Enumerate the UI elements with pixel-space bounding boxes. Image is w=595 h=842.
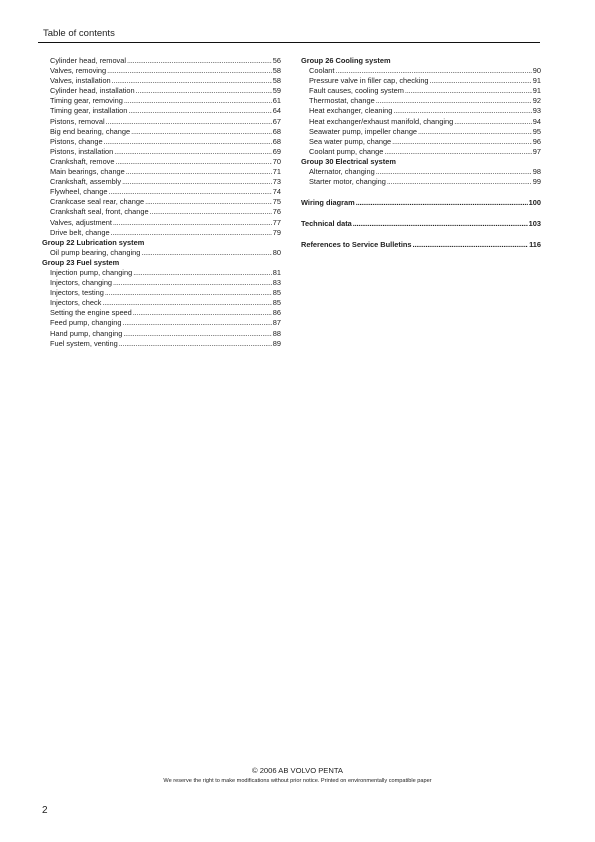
- toc-entry-title: Starter motor, changing: [309, 177, 386, 187]
- group-23-heading: Group 23 Fuel system: [42, 257, 120, 267]
- toc-entry-page: 116: [529, 240, 541, 250]
- toc-leader-dots: [384, 147, 531, 157]
- toc-entry[interactable]: [301, 106, 541, 116]
- toc-entry[interactable]: [42, 96, 281, 106]
- toc-leader-dots: [430, 76, 532, 86]
- toc-entry[interactable]: [42, 218, 281, 228]
- toc-leader-dots: [133, 308, 272, 318]
- toc-leader-dots: [393, 106, 531, 116]
- toc-entry[interactable]: [301, 117, 541, 127]
- toc-left-column: [42, 56, 281, 349]
- toc-entry[interactable]: [301, 96, 541, 106]
- toc-entry-page: 68: [272, 126, 281, 136]
- toc-entry-page: 81: [272, 267, 281, 277]
- toc-leader-dots: [413, 240, 529, 250]
- toc-entry[interactable]: [42, 318, 281, 328]
- toc-entry[interactable]: [42, 197, 281, 207]
- group-26-heading: Group 26 Cooling system: [301, 56, 391, 65]
- toc-entry-title: Alternator, changing: [309, 167, 375, 177]
- toc-entry[interactable]: [42, 157, 281, 167]
- toc-leader-dots: [353, 219, 528, 229]
- toc-entry-title: Valves, installation: [50, 76, 111, 86]
- toc-entry-page: 56: [272, 56, 281, 65]
- toc-leader-dots: [112, 76, 272, 86]
- toc-entry-title: Drive belt, change: [50, 227, 110, 237]
- toc-entry-title: Timing gear, removing: [50, 96, 123, 106]
- toc-entry-title: Valves, removing: [50, 66, 107, 76]
- toc-entry-page: 80: [272, 247, 281, 257]
- toc-extra-sections-list: [301, 198, 541, 250]
- toc-entry-title: Coolant: [309, 66, 335, 76]
- toc-entry[interactable]: [301, 167, 541, 177]
- toc-entry-page: 67: [272, 116, 281, 126]
- toc-leader-dots: [116, 157, 272, 167]
- toc-entry-page: 75: [272, 197, 281, 207]
- toc-entry-title: Fuel system, venting: [50, 338, 118, 348]
- toc-entry-page: 98: [532, 167, 541, 177]
- toc-leader-dots: [124, 96, 272, 106]
- toc-entry-page: 96: [532, 136, 541, 146]
- toc-leader-dots: [106, 117, 272, 127]
- toc-entry-title: Injection pump, changing: [50, 267, 133, 277]
- toc-entry-title: Heat exchanger/exhaust manifold, changing: [309, 116, 454, 126]
- toc-entry[interactable]: [42, 147, 281, 157]
- toc-entry-page: 64: [272, 106, 281, 116]
- toc-leader-dots: [387, 177, 532, 187]
- toc-leader-dots: [107, 66, 272, 76]
- toc-leader-dots: [133, 268, 272, 278]
- toc-leader-dots: [376, 167, 532, 177]
- toc-entry-page: 58: [272, 66, 281, 76]
- toc-group-22-list: [42, 248, 281, 258]
- header-rule: [38, 42, 540, 43]
- toc-entry-title: Main bearings, change: [50, 167, 125, 177]
- toc-entry[interactable]: [42, 66, 281, 76]
- toc-entry-title: Flywheel, change: [50, 187, 108, 197]
- toc-entry[interactable]: [42, 76, 281, 86]
- toc-entry-page: 88: [272, 328, 281, 338]
- toc-entry-page: 103: [528, 219, 541, 229]
- toc-leader-dots: [113, 278, 272, 288]
- toc-entry[interactable]: [42, 177, 281, 187]
- toc-entry-page: 85: [272, 288, 281, 298]
- toc-entry[interactable]: [42, 268, 281, 278]
- page-header-title: Table of contents: [43, 28, 115, 39]
- toc-entry[interactable]: [42, 167, 281, 177]
- toc-entry-title: Setting the engine speed: [50, 308, 132, 318]
- toc-leader-dots: [392, 137, 532, 147]
- toc-entry-page: 94: [532, 116, 541, 126]
- toc-right-column: [301, 56, 541, 251]
- toc-leader-dots: [418, 127, 532, 137]
- toc-entry[interactable]: [301, 137, 541, 147]
- toc-entry-title: Oil pump bearing, changing: [50, 247, 141, 257]
- toc-entry-page: 99: [532, 177, 541, 187]
- toc-leader-dots: [113, 218, 272, 228]
- toc-entry[interactable]: [42, 278, 281, 288]
- toc-entry-page: 87: [272, 318, 281, 328]
- toc-leader-dots: [114, 147, 272, 157]
- toc-leader-dots: [128, 106, 271, 116]
- toc-leader-dots: [136, 86, 272, 96]
- toc-entry-page: 85: [272, 298, 281, 308]
- toc-leader-dots: [145, 197, 272, 207]
- toc-entry[interactable]: [301, 86, 541, 96]
- toc-entry[interactable]: [42, 137, 281, 147]
- toc-entry-title: Valves, adjustment: [50, 217, 112, 227]
- toc-leader-dots: [122, 177, 272, 187]
- toc-entry-page: 89: [272, 338, 281, 348]
- toc-entry-title: Injectors, changing: [50, 278, 113, 288]
- toc-leader-dots: [335, 66, 531, 76]
- toc-entry[interactable]: [42, 207, 281, 217]
- toc-group-23-list: [42, 268, 281, 349]
- toc-entry-title: Feed pump, changing: [50, 318, 122, 328]
- toc-leader-dots: [405, 86, 532, 96]
- toc-entry-title: Big end bearing, change: [50, 126, 131, 136]
- toc-entry[interactable]: [42, 106, 281, 116]
- toc-entry[interactable]: [301, 177, 541, 187]
- toc-leader-dots: [123, 318, 272, 328]
- toc-leader-dots: [141, 248, 271, 258]
- toc-entry-title: Pressure valve in filler cap, checking: [309, 76, 429, 86]
- toc-entry-page: 58: [272, 76, 281, 86]
- toc-entry-page: 70: [272, 156, 281, 166]
- toc-leader-dots: [119, 339, 272, 349]
- toc-entry-title: Crankshaft, assembly: [50, 177, 122, 187]
- toc-entry-page: 93: [532, 106, 541, 116]
- toc-entry-page: 95: [532, 126, 541, 136]
- toc-entry-page: 91: [532, 86, 541, 96]
- toc-entry-title: Cylinder head, installation: [50, 86, 135, 96]
- toc-entry-title: Cylinder head, removal: [50, 56, 126, 65]
- toc-entry[interactable]: [301, 240, 541, 250]
- toc-entry[interactable]: [42, 86, 281, 96]
- toc-leader-dots: [126, 167, 272, 177]
- toc-entry-title: Technical data: [301, 219, 352, 229]
- footer-copyright: © 2006 AB VOLVO PENTA: [252, 766, 343, 775]
- toc-leader-dots: [150, 207, 272, 217]
- toc-entry-page: 68: [272, 136, 281, 146]
- toc-leader-dots: [104, 137, 272, 147]
- toc-entry-title: Pistons, installation: [50, 146, 114, 156]
- toc-entry-title: Fault causes, cooling system: [309, 86, 404, 96]
- toc-entry[interactable]: [301, 76, 541, 86]
- toc-leader-dots: [105, 288, 272, 298]
- toc-leader-dots: [102, 298, 271, 308]
- toc-entry-page: 76: [272, 207, 281, 217]
- toc-entry-title: Crankshaft, remove: [50, 156, 115, 166]
- toc-entry-title: Coolant pump, change: [309, 146, 384, 156]
- toc-entry-title: Injectors, check: [50, 298, 102, 308]
- group-22-heading: Group 22 Lubrication system: [42, 237, 145, 247]
- toc-entry-page: 97: [532, 146, 541, 156]
- toc-entry-title: Timing gear, installation: [50, 106, 128, 116]
- toc-entry[interactable]: [42, 187, 281, 197]
- toc-entry[interactable]: [42, 117, 281, 127]
- toc-entry-page: 79: [272, 227, 281, 237]
- toc-entry-title: Sea water pump, change: [309, 136, 392, 146]
- toc-entry[interactable]: [42, 298, 281, 308]
- toc-entry-title: Injectors, testing: [50, 288, 104, 298]
- toc-leader-dots: [127, 56, 272, 66]
- toc-entry[interactable]: [42, 127, 281, 137]
- toc-entry-title: Crankcase seal rear, change: [50, 197, 145, 207]
- toc-entry-page: 73: [272, 177, 281, 187]
- toc-leader-dots: [356, 198, 528, 208]
- toc-entry-title: Wiring diagram: [301, 198, 355, 208]
- toc-entry[interactable]: [42, 308, 281, 318]
- toc-leader-dots: [454, 117, 532, 127]
- toc-group-engine-list: [42, 56, 281, 238]
- toc-entry[interactable]: [301, 198, 541, 208]
- toc-group-30-list: [301, 167, 541, 187]
- toc-entry-title: Hand pump, changing: [50, 328, 123, 338]
- toc-entry[interactable]: [42, 329, 281, 339]
- toc-entry-page: 71: [272, 167, 281, 177]
- toc-entry[interactable]: [301, 219, 541, 229]
- toc-entry-page: 61: [272, 96, 281, 106]
- toc-leader-dots: [111, 228, 272, 238]
- toc-entry[interactable]: [42, 56, 281, 66]
- toc-entry-page: 69: [272, 146, 281, 156]
- toc-entry[interactable]: [301, 66, 541, 76]
- footer-notice: We reserve the right to make modifications without prior notice. Printed on environmentally compatible paper: [163, 778, 432, 784]
- toc-entry[interactable]: [42, 248, 281, 258]
- toc-entry-page: 90: [532, 66, 541, 76]
- toc-leader-dots: [109, 187, 272, 197]
- toc-leader-dots: [376, 96, 532, 106]
- toc-leader-dots: [131, 127, 272, 137]
- toc-entry-page: 74: [272, 187, 281, 197]
- toc-entry[interactable]: [42, 288, 281, 298]
- toc-entry-page: 86: [272, 308, 281, 318]
- toc-entry-title: Heat exchanger, cleaning: [309, 106, 393, 116]
- toc-entry[interactable]: [301, 127, 541, 137]
- toc-entry-title: References to Service Bulletins: [301, 240, 412, 250]
- toc-entry[interactable]: [301, 147, 541, 157]
- toc-entry-page: 77: [272, 217, 281, 227]
- toc-entry-page: 59: [272, 86, 281, 96]
- toc-entry-title: Thermostat, change: [309, 96, 375, 106]
- toc-entry-title: Pistons, change: [50, 136, 103, 146]
- toc-entry[interactable]: [42, 339, 281, 349]
- toc-entry[interactable]: [42, 228, 281, 238]
- toc-group-26-list: [301, 66, 541, 157]
- toc-entry-title: Pistons, removal: [50, 116, 105, 126]
- toc-entry-page: 100: [528, 198, 541, 208]
- toc-entry-page: 92: [532, 96, 541, 106]
- toc-entry-title: Seawater pump, impeller change: [309, 126, 418, 136]
- page-number: 2: [42, 805, 48, 816]
- toc-entry-title: Crankshaft seal, front, change: [50, 207, 149, 217]
- toc-leader-dots: [123, 329, 271, 339]
- group-30-heading: Group 30 Electrical system: [301, 156, 396, 166]
- toc-entry-page: 91: [532, 76, 541, 86]
- toc-entry-page: 83: [272, 278, 281, 288]
